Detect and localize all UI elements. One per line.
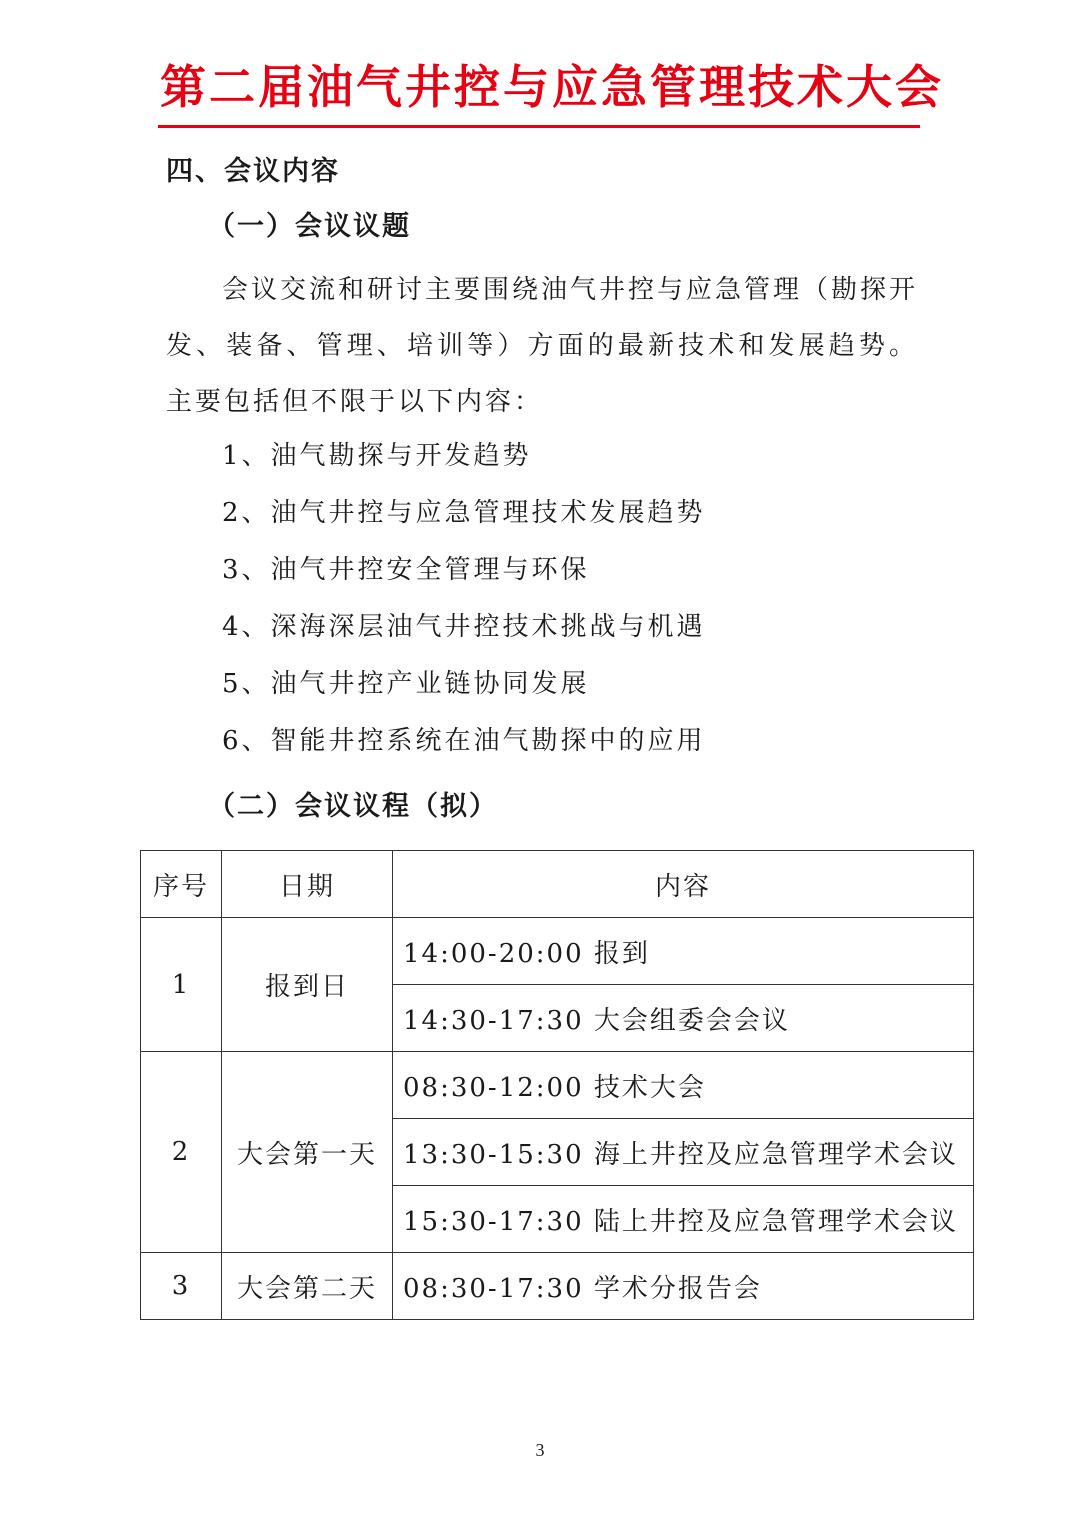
session-cell: 15:30-17:30 陆上井控及应急管理学术会议 (393, 1186, 974, 1253)
column-header-content: 内容 (393, 851, 974, 918)
list-item: 3、油气井控安全管理与环保 (222, 555, 590, 585)
day-date: 报到日 (222, 918, 393, 1052)
page-number: 3 (535, 1440, 545, 1460)
session-cell: 08:30-12:00 技术大会 (393, 1052, 974, 1119)
agenda-table (140, 850, 974, 1320)
column-header-date: 日期 (222, 851, 393, 918)
agenda-heading: （二）会议议程（拟） (208, 791, 498, 822)
table-row (141, 918, 974, 985)
day-date: 大会第二天 (222, 1253, 393, 1320)
session-cell: 14:30-17:30 大会组委会会议 (393, 985, 974, 1052)
table-row (141, 1253, 974, 1320)
day-number: 1 (141, 918, 222, 1052)
list-item: 2、油气井控与应急管理技术发展趋势 (222, 498, 706, 528)
session-cell: 13:30-15:30 海上井控及应急管理学术会议 (393, 1119, 974, 1186)
topic-list (222, 428, 706, 770)
session-cell: 08:30-17:30 学术分报告会 (393, 1253, 974, 1320)
topics-intro: 会议交流和研讨主要围绕油气井控与应急管理（勘探开发、装备、管理、培训等）方面的最新技术和发展趋势。主要包括但不限于以下内容： (166, 275, 919, 417)
session-cell: 14:00-20:00 报到 (393, 918, 974, 985)
day-number: 2 (141, 1052, 222, 1253)
list-item: 1、油气勘探与开发趋势 (222, 441, 532, 471)
table-header-row (141, 851, 974, 918)
list-item: 5、油气井控产业链协同发展 (222, 669, 590, 699)
column-header-no: 序号 (141, 851, 222, 918)
title-divider (158, 125, 920, 128)
page-title: 第二届油气井控与应急管理技术大会 (160, 60, 944, 114)
list-item: 4、深海深层油气井控技术挑战与机遇 (222, 612, 706, 642)
table-row (141, 1052, 974, 1119)
topics-heading: （一）会议议题 (208, 211, 411, 242)
day-number: 3 (141, 1253, 222, 1320)
section-heading: 四、会议内容 (166, 156, 340, 187)
list-item: 6、智能井控系统在油气勘探中的应用 (222, 726, 706, 756)
day-date: 大会第一天 (222, 1052, 393, 1253)
